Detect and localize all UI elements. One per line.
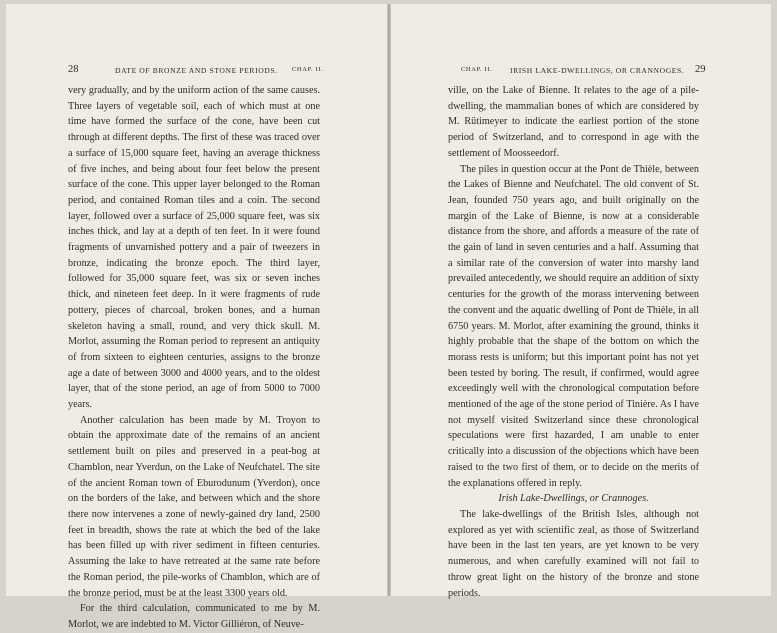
body-text <box>68 83 320 633</box>
page-number: 28 <box>68 64 79 75</box>
paragraph: The piles in question occur at the Pont de Thièle, between the Lakes of Bienne and Neufchatel. The old convent of St. Jean, founded 750 years ago, and built originally on the margin of the Lake of Bienne, is now at a considerable distance from the shore, and affords a measure of the rate of the gain of land in seven centuries and a half. Assuming that a similar rate of the conversion of water into marshy land prevailed antecedently, we should require an addition of sixty centuries for the growth of the morass intervening between the convent and the aquatic dwelling of Pont de Thièle, in all 6750 years. M. Morlot, after examining the ground, thinks it highly probable that the shape of the bottom on which the morass rests is uniform; but this important point has not yet been tested by boring. The result, if confirmed, would agree exceedingly well with the chronological computation before mentioned of the age of the stone period of Tinière. As I have not myself visited Switzerland since these chronological speculations were first hazarded, I am unable to enter critically into a discussion of the objections which have been raised to the two first of them, or to decide on the merits of the explanations offered in reply. <box>448 163 699 489</box>
chapter-label: CHAP. II. <box>461 66 493 73</box>
paragraph: very gradually, and by the uniform action of the same causes. Three layers of vegetable soil, each of which must at one time have formed the surface of the cone, have been cut through at different depths. The first of these was traced over a surface of 15,000 square feet, having an average thickness of five inches, and being about four feet below the present surface of the cone. This upper layer belonged to the Roman period, and contained Roman tiles and a coin. The second layer, followed over a surface of 25,000 square feet, was six inches thick, and lay at a depth of ten feet. In it were found fragments of unvarnished pottery and a pair of tweezers in bronze, indicating the bronze epoch. The third layer, followed for 35,000 square feet, was six or seven inches thick, and nineteen feet deep. In it were fragments of rude pottery, pieces of charcoal, broken bones, and a human skeleton having a small, round, and very thick skull. M. Morlot, assuming the Roman period to represent an antiquity of from sixteen to eighteen centuries, assigns to the bronze age a date of between 3000 and 4000 years, and to the oldest layer, that of the stone period, an age of from 5000 to 7000 years. <box>68 85 320 411</box>
paragraph: The lake-dwellings of the British Isles, although not explored as yet with scientific zeal, as those of Switzerland have been in the last ten years, are yet known to be very numerous, and when carefully examined will not fail to throw great light on the history of the bronze and stone periods. <box>448 508 699 599</box>
running-title: IRISH LAKE-DWELLINGS, OR CRANNOGES. <box>510 66 685 75</box>
paragraph: Another calculation has been made by M. Troyon to obtain the approximate date of the remains of an ancient settlement built on piles and preserved in a peat-bog at Chamblon, near Yverdun, on the Lake of Neufchatel. The site of the ancient Roman town of Eburodunum (Yverdon), once on the borders of the lake, and between which and the shore there now intervenes a zone of newly-gained dry land, 2500 feet in breadth, shows the rate at which the bed of the lake has been filled up with river sediment in fifteen centuries. Assuming the lake to have retreated at the same rate before the Roman period, the pile-works of Chamblon, which are of the bronze period, must be at the least 3300 years old. <box>68 414 320 599</box>
page-number: 29 <box>695 64 706 75</box>
paragraph: For the third calculation, communicated to me by M. Morlot, we are indebted to M. Victor Gilliéron, of Neuve- <box>68 603 320 630</box>
paragraph: ville, on the Lake of Bienne. It relates to the age of a pile-dwelling, the mammalian bones of which are considered by M. Rütimeyer to indicate the earliest portion of the stone period of Switzerland, and to correspond in age with the settlement of Moosseedorf. <box>448 85 699 159</box>
chapter-label: CHAP. II. <box>292 66 324 73</box>
right-page <box>391 4 771 599</box>
running-title: DATE OF BRONZE AND STONE PERIODS. <box>115 66 278 75</box>
body-text <box>448 83 699 601</box>
left-page <box>6 4 387 630</box>
book-spread <box>6 4 771 630</box>
section-heading: Irish Lake-Dwellings, or Crannoges. <box>498 493 649 505</box>
